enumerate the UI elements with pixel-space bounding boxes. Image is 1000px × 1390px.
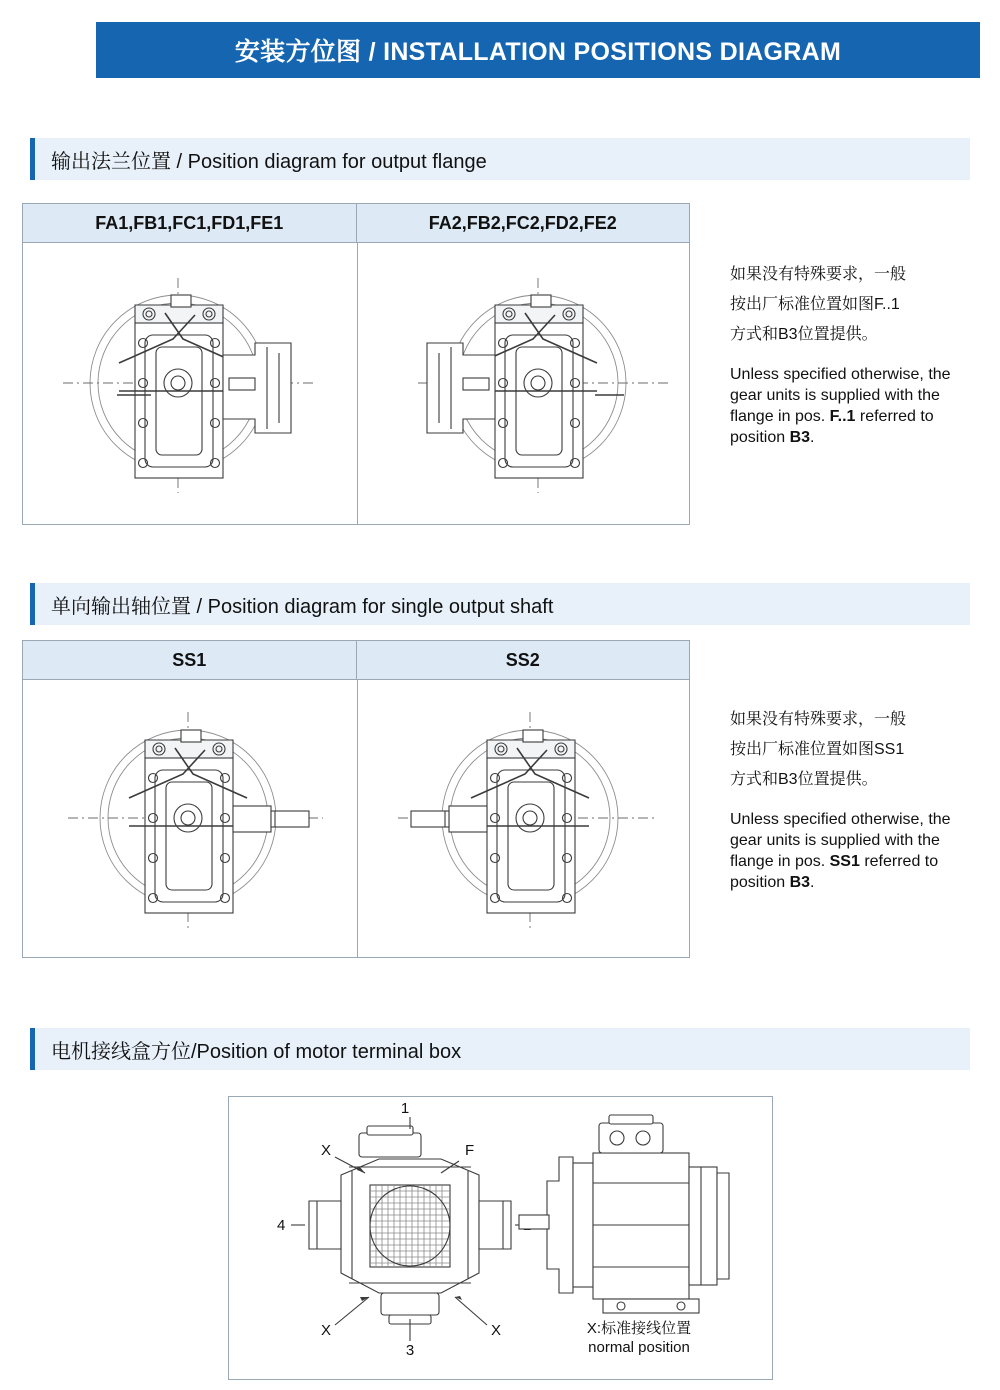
note-cn-line-3: 方式和B3位置提供。 [730, 326, 878, 343]
gear-unit-flange-right-drawing [358, 243, 692, 526]
table-body-row [23, 243, 689, 525]
note2-en-mid: referred to position [730, 853, 939, 891]
single-output-shaft-table [22, 640, 690, 958]
motor-caption [529, 1319, 749, 1357]
note2-en-bold-b3: B3 [789, 874, 811, 891]
page-title: 安装方位图 / INSTALLATION POSITIONS DIAGRAM [234, 38, 842, 66]
note-en-mid: referred to position [730, 408, 934, 446]
section-header-output-flange [30, 138, 970, 180]
note2-cn-line-1: 如果没有特殊要求，一般 [730, 711, 907, 728]
column-header-ss2: SS2 [356, 641, 690, 679]
output-flange-table [22, 203, 690, 525]
note2-en-post: . [810, 874, 815, 891]
diagram-cell-fa1 [23, 243, 357, 525]
label-x-top-left: X [321, 1142, 332, 1159]
note2-en-pre: Unless specified otherwise, the gear units is supplied with the flange in pos. [730, 811, 951, 870]
note2-en-bold-pos: SS1 [829, 853, 860, 870]
diagram-cell-fa2 [357, 243, 692, 525]
section-header-single-output-shaft [30, 583, 970, 625]
note-en [730, 364, 980, 448]
diagram-cell-ss1 [23, 680, 357, 958]
section-heading-text-2: 单向输出轴位置 / Position diagram for single output shaft [51, 595, 554, 618]
label-bottom: 3 [405, 1342, 415, 1359]
column-header-ss1: SS1 [172, 649, 207, 670]
note-cn-line-2: 按出厂标准位置如图F..1 [730, 296, 900, 313]
label-left: 4 [277, 1217, 286, 1234]
section-heading-text: 输出法兰位置 / Position diagram for output flange [51, 150, 487, 173]
label-top: 1 [400, 1100, 410, 1117]
table-body-row-2 [23, 680, 689, 958]
label-x-bottom-right: X [491, 1322, 502, 1339]
motor-caption-cn: X:标准接线位置 [586, 1320, 692, 1337]
label-flange: F [465, 1142, 475, 1159]
gear-unit-flange-left-drawing [23, 243, 357, 526]
motor-terminal-box-diagram [228, 1096, 773, 1380]
motor-caption-en: normal position [588, 1339, 690, 1356]
note-en-post: . [810, 429, 815, 446]
gear-unit-shaft-right-drawing [358, 680, 692, 959]
section-header-motor-terminal-box [30, 1028, 970, 1070]
note2-cn-line-3: 方式和B3位置提供。 [730, 771, 878, 788]
gear-unit-shaft-left-drawing [23, 680, 357, 959]
table-header-row-2 [23, 641, 689, 680]
note-en-bold-b3: B3 [789, 429, 811, 446]
column-header-fa1: FA1,FB1,FC1,FD1,FE1 [95, 212, 284, 233]
note2-en [730, 809, 980, 893]
section-heading-text-3: 电机接线盒方位/Position of motor terminal box [51, 1040, 462, 1063]
page-title-bar [96, 22, 980, 78]
column-header-fa2: FA2,FB2,FC2,FD2,FE2 [356, 204, 690, 242]
label-x-bottom-left: X [321, 1322, 332, 1339]
note-en-bold-pos: F..1 [829, 408, 856, 425]
note-output-flange [730, 260, 980, 448]
table-header-row [23, 204, 689, 243]
note-single-output-shaft [730, 705, 980, 893]
note-en-pre: Unless specified otherwise, the gear units is supplied with the flange in pos. [730, 366, 951, 425]
diagram-cell-ss2 [357, 680, 692, 958]
note-cn-line-1: 如果没有特殊要求，一般 [730, 266, 907, 283]
note2-cn-line-2: 按出厂标准位置如图SS1 [730, 741, 905, 758]
